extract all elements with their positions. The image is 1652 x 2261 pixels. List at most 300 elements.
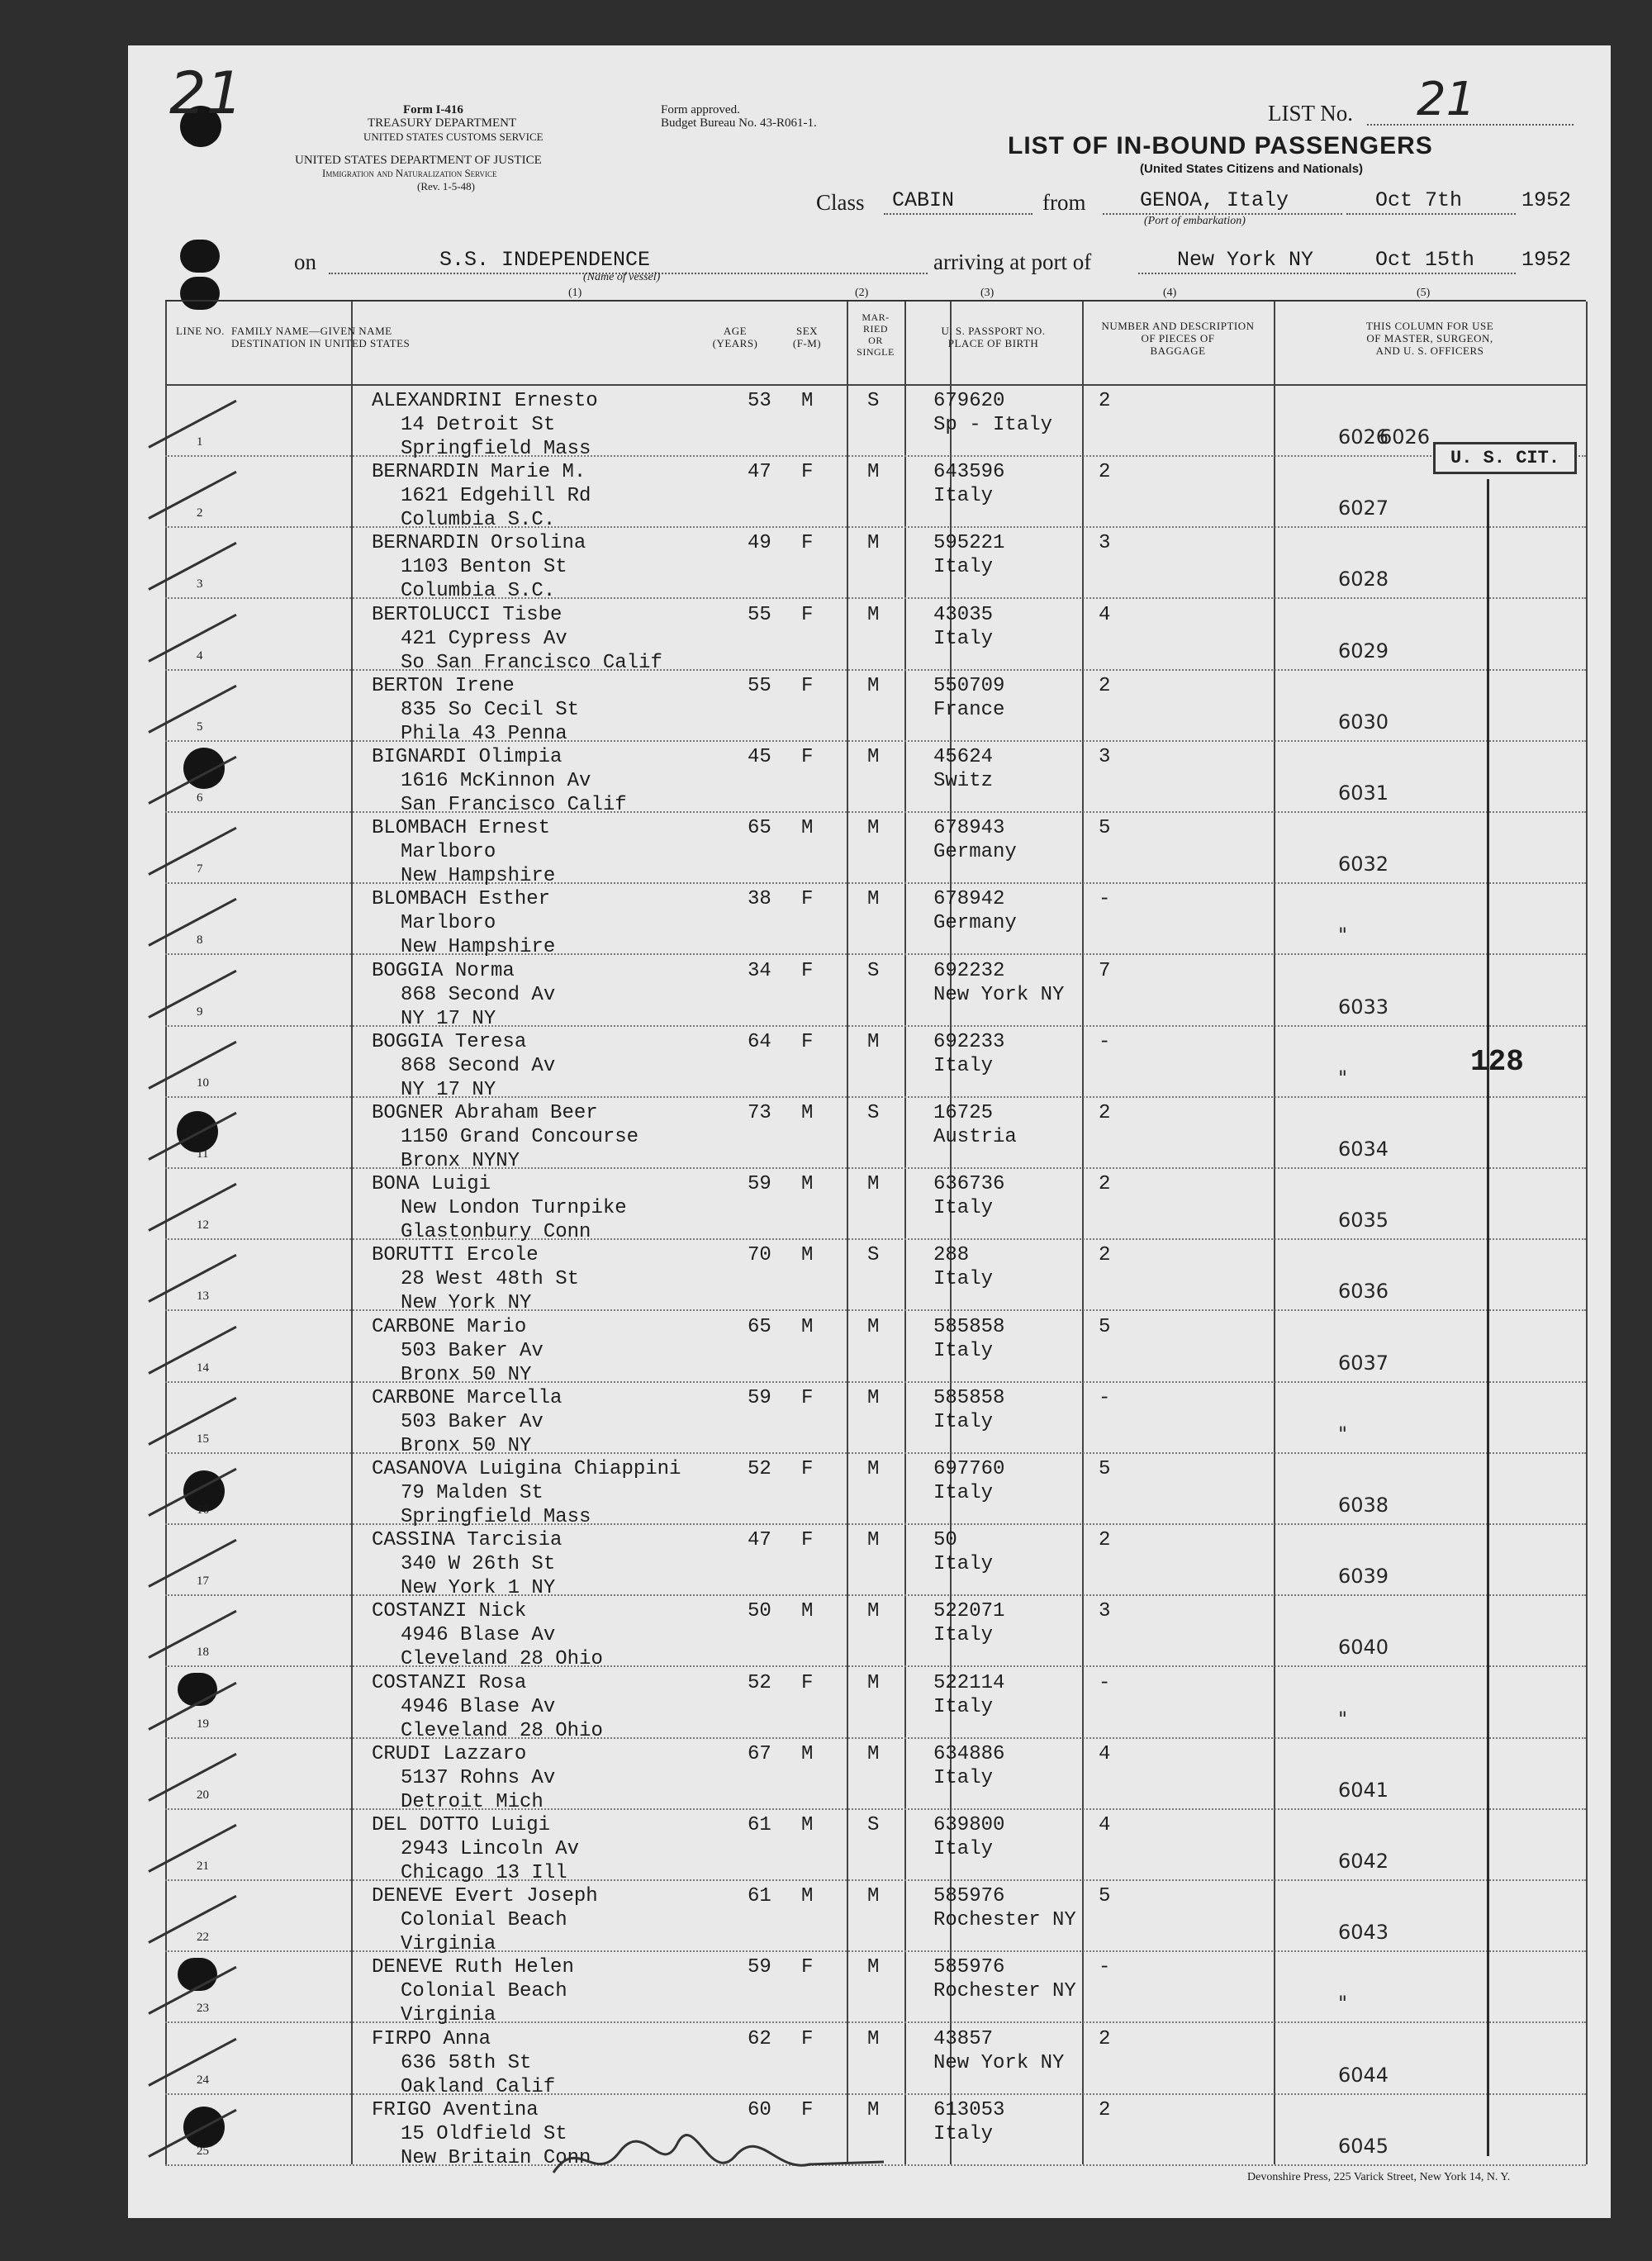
marital-status: M [867, 2027, 880, 2050]
table-row [165, 1808, 1586, 1884]
passport-number: 522114 [933, 1671, 1005, 1694]
destination-line-2: New Britain Conn [401, 2146, 591, 2169]
place-of-birth: Italy [933, 485, 994, 508]
officer-note: 6028 [1338, 568, 1389, 591]
col-number-3: (3) [980, 287, 995, 299]
table-row [165, 1594, 1586, 1671]
passenger-name: DENEVE Evert Joseph [372, 1885, 598, 1908]
line-number: 16 [197, 1503, 209, 1517]
form-approved: Form approved. [661, 103, 740, 116]
baggage-count: 2 [1099, 2098, 1111, 2121]
destination-line-1: 15 Oldfield St [401, 2122, 567, 2145]
destination-line-2: NY 17 NY [401, 1078, 496, 1101]
arriving-label: arriving at port of [933, 249, 1092, 274]
passport-number: 692233 [933, 1030, 1005, 1053]
passenger-name: DENEVE Ruth Helen [372, 1956, 574, 1979]
place-of-birth: Italy [933, 1482, 994, 1504]
us-citizen-stamp: U. S. CIT. [1433, 442, 1577, 474]
passport-number: 678943 [933, 817, 1005, 840]
baggage-count: - [1099, 1956, 1111, 1979]
passport-number: 45624 [933, 746, 994, 768]
sex: F [801, 1458, 814, 1480]
age: 49 [748, 532, 771, 555]
table-row [165, 2022, 1586, 2098]
revision: (Rev. 1-5-48) [417, 180, 475, 192]
baggage-count: 2 [1099, 1244, 1111, 1267]
passenger-name: BLOMBACH Ernest [372, 817, 551, 840]
age: 52 [748, 1458, 771, 1480]
passport-number: 50 [933, 1529, 957, 1552]
line-number: 25 [197, 2144, 209, 2158]
place-of-birth: Italy [933, 1268, 994, 1291]
destination-line-1: New London Turnpike [401, 1197, 627, 1220]
place-of-birth: Italy [933, 2122, 994, 2145]
destination-line-1: 5137 Rohns Av [401, 1766, 556, 1789]
arrival-year: 1952 [1521, 248, 1572, 272]
col-number-2: (2) [855, 287, 869, 299]
baggage-count: 2 [1099, 1102, 1111, 1124]
marital-status: M [867, 674, 880, 697]
place-of-birth: Germany [933, 912, 1017, 935]
line-number: 19 [197, 1717, 209, 1731]
destination-line-1: Colonial Beach [401, 1980, 567, 2003]
officer-note: 6044 [1338, 2063, 1389, 2087]
passenger-name: FIRPO Anna [372, 2027, 491, 2050]
passport-number: 585858 [933, 1386, 1005, 1409]
destination-line-1: 2943 Lincoln Av [401, 1838, 580, 1860]
sex: F [801, 2098, 814, 2121]
handwritten-corner-number: 21 [169, 59, 244, 127]
baggage-count: 3 [1099, 746, 1111, 768]
line-number: 6 [197, 791, 203, 805]
marital-status: M [867, 1529, 880, 1552]
age: 50 [748, 1600, 771, 1623]
marital-status: M [867, 1956, 880, 1979]
destination-line-2: Virginia [401, 2004, 496, 2027]
col-number-1: (1) [568, 287, 582, 299]
officer-note: " [1338, 1066, 1348, 1090]
table-row [165, 1523, 1586, 1600]
marital-status: M [867, 1885, 880, 1908]
table-row [165, 1452, 1586, 1528]
marital-status: M [867, 817, 880, 840]
destination-line-1: 868 Second Av [401, 983, 556, 1006]
line-number: 23 [197, 2002, 209, 2016]
officer-note: 6033 [1338, 995, 1389, 1019]
marital-status: M [867, 888, 880, 911]
passport-number: 639800 [933, 1814, 1005, 1836]
age: 53 [748, 390, 771, 412]
age: 34 [748, 959, 771, 982]
destination-line-1: 79 Malden St [401, 1482, 544, 1504]
line-number: 10 [197, 1076, 209, 1090]
margin-number: 128 [1470, 1045, 1524, 1079]
passenger-name: BONA Luigi [372, 1173, 491, 1196]
marital-status: M [867, 1671, 880, 1694]
baggage-count: - [1099, 1386, 1111, 1409]
age: 61 [748, 1814, 771, 1836]
destination-line-1: Colonial Beach [401, 1909, 567, 1932]
age: 38 [748, 888, 771, 911]
destination-line-2: Virginia [401, 1933, 496, 1956]
passport-number: 16725 [933, 1102, 994, 1124]
officer-note: 6030 [1338, 710, 1389, 734]
destination-line-2: Bronx NYNY [401, 1150, 520, 1172]
baggage-count: 3 [1099, 532, 1111, 555]
officer-note: " [1338, 924, 1348, 948]
destination-line-2: Detroit Mich [401, 1790, 544, 1813]
destination-line-1: 503 Baker Av [401, 1410, 544, 1433]
col-number-4: (4) [1163, 287, 1177, 299]
sex: F [801, 746, 814, 768]
line-number: 17 [197, 1575, 209, 1589]
on-label: on [294, 249, 316, 274]
destination-line-2: Glastonbury Conn [401, 1221, 591, 1244]
officer-note: 6031 [1338, 781, 1389, 805]
baggage-count: 4 [1099, 603, 1111, 626]
marital-status: M [867, 746, 880, 768]
officer-note: 6036 [1338, 1280, 1389, 1304]
destination-line-2: Springfield Mass [401, 1506, 591, 1528]
marital-status: M [867, 603, 880, 626]
passenger-name: CARBONE Mario [372, 1315, 527, 1338]
line-number: 15 [197, 1432, 209, 1446]
marital-status: S [867, 1244, 880, 1267]
passport-number: 43035 [933, 603, 994, 626]
destination-line-1: 421 Cypress Av [401, 627, 567, 650]
passenger-name: BERTOLUCCI Tisbe [372, 603, 563, 626]
sex: M [801, 1814, 814, 1836]
place-of-birth: Sp - Italy [933, 414, 1053, 436]
destination-line-2: Bronx 50 NY [401, 1434, 532, 1457]
place-of-birth: Italy [933, 1695, 994, 1718]
sex: F [801, 1030, 814, 1053]
table-row [165, 1167, 1586, 1244]
officer-note: 6029 [1338, 639, 1389, 663]
line-number: 13 [197, 1290, 209, 1304]
table-row [165, 1025, 1586, 1101]
line-number: 21 [197, 1860, 209, 1873]
sex: M [801, 1173, 814, 1196]
signature-scribble [545, 2127, 892, 2193]
passenger-name: BERTON Irene [372, 674, 515, 697]
destination-line-2: Springfield Mass [401, 438, 591, 460]
destination-line-1: 503 Baker Av [401, 1339, 544, 1362]
officer-note: 6043 [1338, 1921, 1389, 1945]
col-baggage [1082, 320, 1274, 357]
destination-line-2: NY 17 NY [401, 1007, 496, 1030]
destination-line-2: New York 1 NY [401, 1577, 556, 1600]
passenger-name: BOGGIA Norma [372, 959, 515, 982]
col-age [698, 325, 772, 349]
sex: M [801, 817, 814, 840]
col-line-no-text: LINE NO. [176, 325, 225, 337]
place-of-birth: Italy [933, 1054, 994, 1077]
age: 60 [748, 2098, 771, 2121]
officer-note: 6037 [1338, 1351, 1389, 1375]
destination-line-2: Bronx 50 NY [401, 1363, 532, 1386]
passenger-name: DEL DOTTO Luigi [372, 1814, 551, 1836]
place-of-birth: Italy [933, 556, 994, 579]
baggage-count: 2 [1099, 461, 1111, 484]
marital-status: M [867, 1315, 880, 1338]
page-subtitle: (United States Citizens and Nationals) [1140, 162, 1364, 176]
vessel-caption: (Name of vessel) [583, 271, 661, 283]
baggage-count: 7 [1099, 959, 1111, 982]
destination-line-2: Phila 43 Penna [401, 722, 567, 745]
marital-status: S [867, 390, 880, 412]
doj-title: UNITED STATES DEPARTMENT OF JUSTICE [295, 154, 542, 167]
marital-status: S [867, 1102, 880, 1124]
table-row [165, 526, 1586, 603]
destination-line-2: Oakland Calif [401, 2075, 556, 2098]
destination-line-2: So San Francisco Calif [401, 651, 662, 674]
age: 47 [748, 1529, 771, 1552]
passport-number: 43857 [933, 2027, 994, 2050]
passport-number: 613053 [933, 2098, 1005, 2121]
table-row [165, 954, 1586, 1030]
line-number: 5 [197, 720, 203, 734]
place-of-birth: Italy [933, 627, 994, 650]
passenger-name: BIGNARDI Olimpia [372, 746, 563, 768]
destination-line-1: 1103 Benton St [401, 556, 567, 579]
officer-note: 6027 [1338, 496, 1389, 520]
sex: F [801, 1956, 814, 1979]
baggage-count: 3 [1099, 1600, 1111, 1623]
passport-number: 522071 [933, 1600, 1005, 1623]
sex: M [801, 1742, 814, 1765]
baggage-count: 5 [1099, 1885, 1111, 1908]
place-of-birth: Austria [933, 1126, 1017, 1148]
treasury-dept: TREASURY DEPARTMENT [368, 116, 517, 130]
sex: F [801, 603, 814, 626]
table-row [165, 1950, 1586, 2027]
passenger-name: COSTANZI Rosa [372, 1671, 527, 1694]
marital-status: M [867, 1030, 880, 1053]
place-of-birth: Italy [933, 1624, 994, 1647]
passenger-name: CASSINA Tarcisia [372, 1529, 563, 1552]
sex: F [801, 674, 814, 697]
age: 59 [748, 1956, 771, 1979]
arrival-date-line [1346, 273, 1516, 274]
table-row [165, 1666, 1586, 1742]
from-value: GENOA, Italy [1140, 188, 1289, 212]
table-row [165, 455, 1586, 532]
port-line [1138, 273, 1345, 274]
table-row [165, 598, 1586, 674]
class-value: CABIN [892, 188, 955, 212]
sex: F [801, 959, 814, 982]
passenger-name: CASANOVA Luigina Chiappini [372, 1458, 681, 1480]
passport-number: 697760 [933, 1458, 1005, 1480]
col-line-no [165, 325, 235, 337]
baggage-count: 2 [1099, 1173, 1111, 1196]
sex: M [801, 1885, 814, 1908]
sex: F [801, 888, 814, 911]
embark-year: 1952 [1521, 188, 1572, 212]
embark-caption: (Port of embarkation) [1144, 215, 1246, 227]
table-row [165, 1310, 1586, 1386]
place-of-birth: Italy [933, 1197, 994, 1220]
sex: F [801, 1386, 814, 1409]
passport-number: 585976 [933, 1956, 1005, 1979]
customs-service: UNITED STATES CUSTOMS SERVICE [363, 131, 544, 143]
baggage-count: - [1099, 1030, 1111, 1053]
place-of-birth: Germany [933, 841, 1017, 864]
passenger-name: CRUDI Lazzaro [372, 1742, 527, 1765]
baggage-count: - [1099, 1671, 1111, 1694]
col-number-5: (5) [1417, 287, 1431, 299]
passport-number: 679620 [933, 390, 1005, 412]
line-number: 7 [197, 862, 203, 876]
baggage-count: 4 [1099, 1814, 1111, 1836]
baggage-count: 2 [1099, 674, 1111, 697]
destination-line-2: New York NY [401, 1292, 532, 1315]
destination-line-1: 868 Second Av [401, 1054, 556, 1077]
marital-status: M [867, 2098, 880, 2121]
place-of-birth: New York NY [933, 2051, 1065, 2074]
age: 52 [748, 1671, 771, 1694]
line-number: 20 [197, 1788, 209, 1802]
col-passport-text: U. S. PASSPORT NO. PLACE OF BIRTH [941, 325, 1046, 349]
age: 47 [748, 461, 771, 484]
embark-date-line [1346, 213, 1516, 215]
baggage-count: 2 [1099, 390, 1111, 412]
passport-number: 636736 [933, 1173, 1005, 1196]
destination-line-1: Marlboro [401, 912, 496, 935]
col-baggage-text: NUMBER AND DESCRIPTION OF PIECES OF BAGGAGE [1101, 320, 1255, 357]
class-label: Class [816, 190, 865, 215]
baggage-count: 4 [1099, 1742, 1111, 1765]
destination-line-1: 14 Detroit St [401, 414, 556, 436]
passport-number: 692232 [933, 959, 1005, 982]
line-number: 2 [197, 506, 203, 520]
officer-note: 6039 [1338, 1565, 1389, 1589]
place-of-birth: Italy [933, 1553, 994, 1576]
line-number: 12 [197, 1218, 209, 1233]
officer-note-2: 6026 [1379, 425, 1431, 449]
binder-hole [180, 240, 220, 273]
baggage-count: 2 [1099, 1529, 1111, 1552]
marital-status: S [867, 959, 880, 982]
place-of-birth: Italy [933, 1339, 994, 1362]
table-row [165, 1381, 1586, 1457]
baggage-count: 5 [1099, 1315, 1111, 1338]
place-of-birth: France [933, 698, 1005, 721]
form-number: Form I-416 [403, 103, 463, 116]
marital-status: M [867, 1173, 880, 1196]
passport-number: 643596 [933, 461, 1005, 484]
sex: M [801, 1102, 814, 1124]
table-row [165, 882, 1586, 959]
place-of-birth: Italy [933, 1766, 994, 1789]
passport-number: 634886 [933, 1742, 1005, 1765]
col-passport [904, 325, 1082, 349]
sex: M [801, 1244, 814, 1267]
marital-status: M [867, 1600, 880, 1623]
sex: F [801, 461, 814, 484]
line-number: 4 [197, 648, 203, 663]
embark-date: Oct 7th [1375, 188, 1463, 212]
destination-line-1: 835 So Cecil St [401, 698, 580, 721]
baggage-count: 5 [1099, 817, 1111, 840]
line-number: 18 [197, 1646, 209, 1660]
col-age-text: AGE (YEARS) [712, 325, 758, 349]
passport-number: 288 [933, 1244, 970, 1267]
list-number: 21 [1417, 73, 1476, 126]
officer-note: 6026 [1338, 425, 1389, 449]
destination-line-1: 340 W 26th St [401, 1553, 556, 1576]
line-number: 1 [197, 435, 203, 449]
col-name-text: FAMILY NAME—GIVEN NAME DESTINATION IN UNITED STATES [231, 325, 411, 349]
passenger-name: COSTANZI Nick [372, 1600, 527, 1623]
officer-note: 6032 [1338, 853, 1389, 876]
printer-footer: Devonshire Press, 225 Varick Street, New York 14, N. Y. [1247, 2171, 1511, 2183]
from-label: from [1042, 190, 1086, 215]
age: 55 [748, 603, 771, 626]
destination-line-1: 4946 Blase Av [401, 1695, 556, 1718]
table-row [165, 740, 1586, 816]
col-divider [1586, 302, 1588, 2164]
passenger-name: BLOMBACH Esther [372, 888, 551, 911]
officer-note: 6045 [1338, 2134, 1389, 2158]
passport-number: 678942 [933, 888, 1005, 911]
col-married [847, 311, 904, 358]
marital-status: S [867, 1814, 880, 1836]
line-number: 3 [197, 577, 203, 591]
destination-line-1: 1616 McKinnon Av [401, 770, 591, 792]
age: 65 [748, 1315, 771, 1338]
col-name [231, 325, 463, 349]
officer-note: " [1338, 1992, 1348, 2016]
officer-note: " [1338, 1707, 1348, 1731]
passport-number: 585976 [933, 1885, 1005, 1908]
destination-line-2: Chicago 13 Ill [401, 1862, 567, 1884]
place-of-birth: Italy [933, 1410, 994, 1433]
arrival-port: New York NY [1177, 248, 1314, 272]
passport-number: 595221 [933, 532, 1005, 555]
stamp-leader-line [1487, 479, 1489, 2156]
age: 59 [748, 1386, 771, 1409]
destination-line-1: 636 58th St [401, 2051, 532, 2074]
age: 64 [748, 1030, 771, 1053]
officer-note: 6038 [1338, 1494, 1389, 1517]
age: 73 [748, 1102, 771, 1124]
destination-line-1: 4946 Blase Av [401, 1624, 556, 1647]
col-sex-text: SEX (F-M) [792, 325, 822, 349]
arrival-date: Oct 15th [1375, 248, 1475, 272]
destination-line-1: 1150 Grand Concourse [401, 1126, 639, 1148]
table-row [165, 811, 1586, 888]
passenger-name: BOGGIA Teresa [372, 1030, 527, 1053]
sex: F [801, 2027, 814, 2050]
table-row [165, 1096, 1586, 1172]
sex: F [801, 1529, 814, 1552]
destination-line-2: Cleveland 28 Ohio [401, 1648, 603, 1671]
table-row [165, 1879, 1586, 1956]
col-married-text: MAR- RIED OR SINGLE [857, 311, 895, 358]
officer-note: 6035 [1338, 1209, 1389, 1233]
sex: M [801, 1600, 814, 1623]
passenger-name: BERNARDIN Orsolina [372, 532, 586, 555]
place-of-birth: Rochester NY [933, 1909, 1076, 1932]
table-row [165, 1737, 1586, 1813]
sex: M [801, 390, 814, 412]
baggage-count: 5 [1099, 1458, 1111, 1480]
line-number: 14 [197, 1361, 209, 1375]
budget-bureau: Budget Bureau No. 43-R061-1. [661, 116, 817, 130]
age: 59 [748, 1173, 771, 1196]
